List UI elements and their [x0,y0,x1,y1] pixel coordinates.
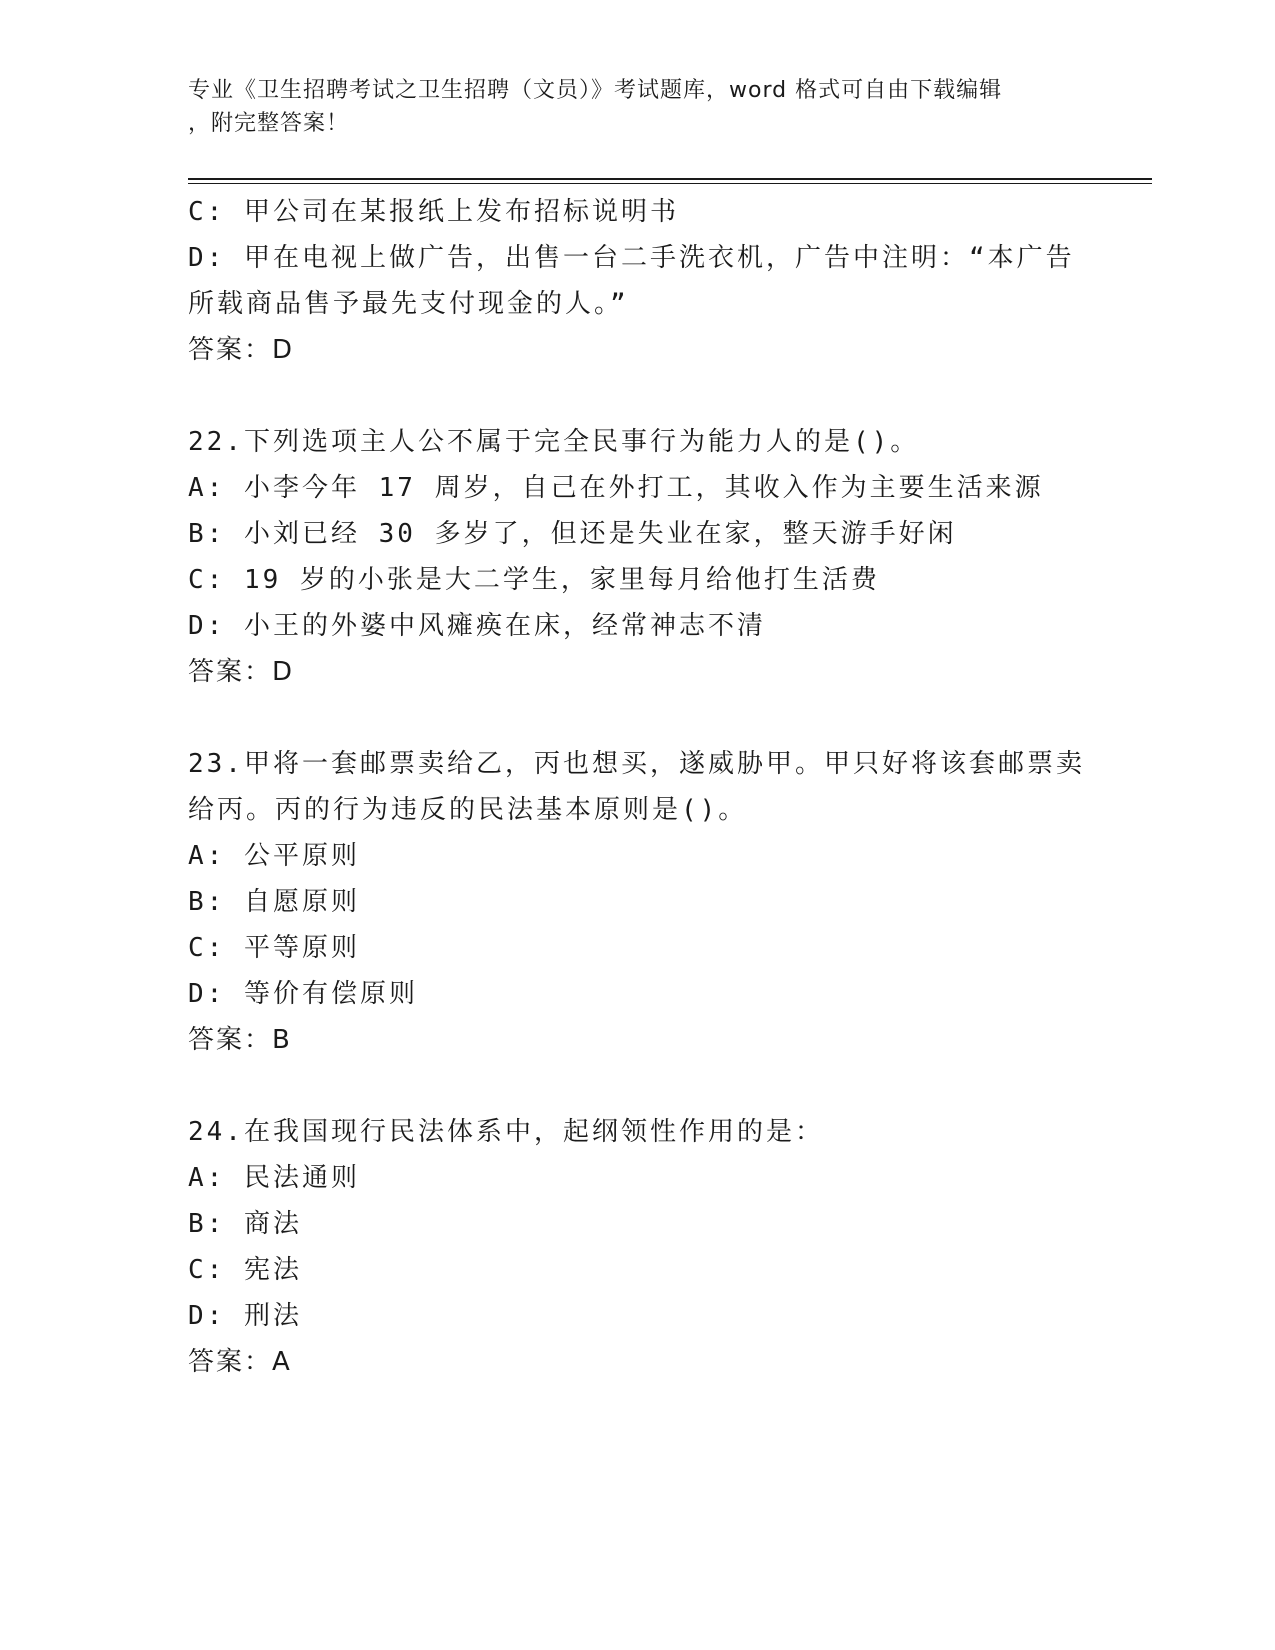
option-b: B: 商法 [188,1209,302,1239]
spacer [188,695,1088,741]
option-d: D: 等价有偿原则 [188,979,418,1009]
question-stem: 24.在我国现行民法体系中，起纲领性作用的是： [188,1117,824,1147]
question-23 [188,741,1088,1063]
header-divider-thin [188,183,1152,184]
option-d: D: 刑法 [188,1301,302,1331]
option-d-line-2: 所载商品售予最先支付现金的人。” [188,289,629,319]
option-a: A: 公平原则 [188,841,360,871]
header-line-2: ，附完整答案！ [188,111,350,136]
option-c: C: 宪法 [188,1255,302,1285]
option-a: A: 小李今年 17 周岁，自己在外打工，其收入作为主要生活来源 [188,473,1044,503]
option-c: C: 平等原则 [188,933,360,963]
option-c: C: 19 岁的小张是大二学生，家里每月给他打生活费 [188,565,880,595]
question-stem: 22.下列选项主人公不属于完全民事行为能力人的是()。 [188,427,920,457]
option-b: B: 自愿原则 [188,887,360,917]
header-line-1: 专业《卫生招聘考试之卫生招聘（文员）》考试题库，word 格式可自由下载编辑 [188,78,1003,103]
question-content [188,189,1088,1385]
document-header [188,74,1068,140]
option-d: D: 小王的外婆中风瘫痪在床，经常神志不清 [188,611,766,641]
question-22 [188,419,1088,695]
option-a: A: 民法通则 [188,1163,360,1193]
question-stem-line-1: 23.甲将一套邮票卖给乙，丙也想买，遂威胁甲。甲只好将该套邮票卖 [188,749,1085,779]
answer-line: 答案：D [188,657,295,687]
question-stem-line-2: 给丙。丙的行为违反的民法基本原则是()。 [188,795,748,825]
spacer [188,1063,1088,1109]
spacer [188,373,1088,419]
option-c: C: 甲公司在某报纸上发布招标说明书 [188,197,679,227]
question-21-tail [188,189,1088,373]
option-b: B: 小刘已经 30 多岁了，但还是失业在家，整天游手好闲 [188,519,957,549]
header-divider-thick [188,178,1152,180]
answer-line: 答案：B [188,1025,292,1055]
question-24 [188,1109,1088,1385]
answer-line: 答案：D [188,335,295,365]
answer-line: 答案：A [188,1347,292,1377]
option-d-line-1: D: 甲在电视上做广告，出售一台二手洗衣机，广告中注明：“本广告 [188,243,1075,273]
